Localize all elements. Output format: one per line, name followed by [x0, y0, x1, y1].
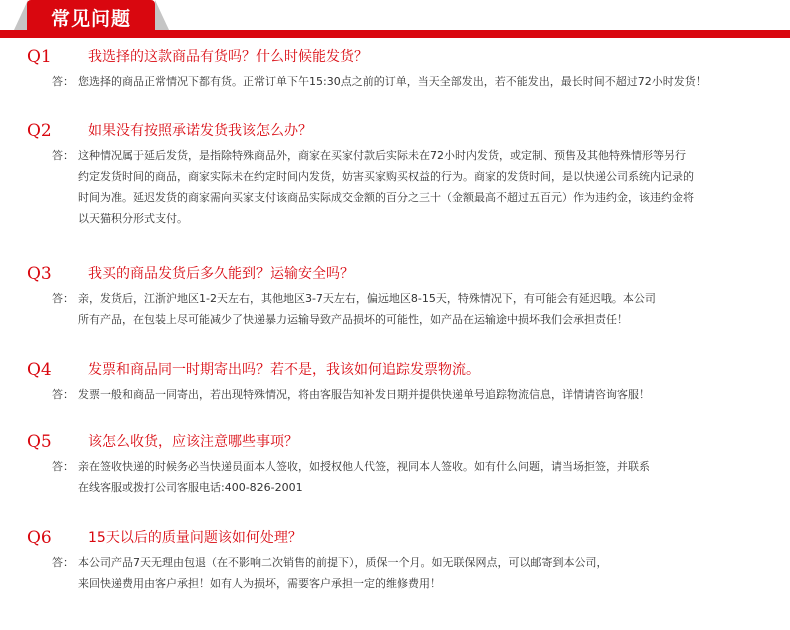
faq-answer-line: 发票一般和商品一同寄出，若出现特殊情况，将由客服告知补发日期并提供快递单号追踪物流信息，详情请咨询客服！ [78, 388, 650, 401]
faq-answer-prefix: 答： [52, 149, 74, 162]
faq-item-q2 [0, 120, 790, 229]
faq-answer-line: 来回快递费用由客户承担！如有人为损坏，需要客户承担一定的维修费用！ [78, 577, 441, 590]
faq-question-number: Q3 [27, 264, 52, 284]
faq-question-number: Q2 [27, 121, 52, 141]
faq-answer-prefix: 答： [52, 292, 74, 305]
header-right-slant [155, 0, 169, 30]
faq-question-row [0, 263, 790, 285]
faq-question-number: Q6 [27, 528, 52, 548]
faq-answer-prefix: 答： [52, 556, 74, 569]
faq-answer [0, 552, 790, 594]
faq-question-text: 该怎么收货，应该注意哪些事项？ [88, 434, 298, 450]
faq-answer-prefix: 答： [52, 388, 74, 401]
faq-answer [0, 145, 790, 229]
faq-item-q3 [0, 263, 790, 330]
faq-item-q5 [0, 431, 790, 498]
faq-answer [0, 288, 790, 330]
faq-question-row [0, 120, 790, 142]
faq-question-row [0, 359, 790, 381]
faq-question-row [0, 431, 790, 453]
faq-answer-line: 亲在签收快递的时候务必当快递员面本人签收，如授权他人代签，视同本人签收。如有什么问题，请当场拒签，并联系 [78, 460, 650, 473]
faq-answer-line: 在线客服或拨打公司客服电话:400-826-2001 [78, 481, 303, 494]
faq-answer [0, 71, 790, 92]
faq-item-q1 [0, 46, 790, 92]
header-left-slant [14, 0, 28, 30]
faq-question-row [0, 527, 790, 549]
faq-answer-line: 这种情况属于延后发货，是指除特殊商品外，商家在买家付款后实际未在72小时内发货，或定制、预售及其他特殊情形等另行 [78, 149, 686, 162]
faq-answer-prefix: 答： [52, 460, 74, 473]
faq-answer [0, 384, 790, 405]
faq-question-text: 发票和商品同一时期寄出吗？若不是，我该如何追踪发票物流。 [88, 362, 480, 378]
faq-question-text: 我选择的这款商品有货吗？什么时候能发货？ [88, 49, 368, 65]
faq-question-text: 如果没有按照承诺发货我该怎么办？ [88, 123, 312, 139]
faq-item-q6 [0, 527, 790, 594]
faq-question-number: Q1 [27, 47, 52, 67]
faq-question-row [0, 46, 790, 68]
faq-answer-line: 本公司产品7天无理由包退（在不影响二次销售的前提下），质保一个月。如无联保网点，可以邮寄到本公司， [78, 556, 608, 569]
header-tab [27, 0, 155, 38]
faq-answer-line: 亲，发货后，江浙沪地区1-2天左右，其他地区3-7天左右，偏远地区8-15天，特殊情况下，有可能会有延迟哦。本公司 [78, 292, 656, 305]
faq-answer-line: 以天猫积分形式支付。 [78, 212, 188, 225]
section-header [0, 0, 790, 38]
faq-answer-line: 所有产品，在包装上尽可能减少了快递暴力运输导致产品损坏的可能性，如产品在运输途中损坏我们会承担责任！ [78, 313, 628, 326]
faq-question-text: 15天以后的质量问题该如何处理？ [88, 530, 302, 546]
faq-answer-line: 时间为准。延迟发货的商家需向买家支付该商品实际成交金额的百分之三十（金额最高不超过五百元）作为违约金，该违约金将 [78, 191, 694, 204]
faq-answer-line: 约定发货时间的商品，商家实际未在约定时间内发货，妨害买家购买权益的行为。商家的发货时间，是以快递公司系统内记录的 [78, 170, 694, 183]
faq-answer-line: 您选择的商品正常情况下都有货。正常订单下午15:30点之前的订单，当天全部发出，若不能发出，最长时间不超过72小时发货！ [78, 75, 707, 88]
faq-answer [0, 456, 790, 498]
page-title: 常见问题 [50, 8, 131, 30]
faq-question-number: Q4 [27, 360, 52, 380]
faq-item-q4 [0, 359, 790, 405]
faq-question-number: Q5 [27, 432, 52, 452]
faq-question-text: 我买的商品发货后多久能到？运输安全吗？ [88, 266, 354, 282]
faq-answer-prefix: 答： [52, 75, 74, 88]
